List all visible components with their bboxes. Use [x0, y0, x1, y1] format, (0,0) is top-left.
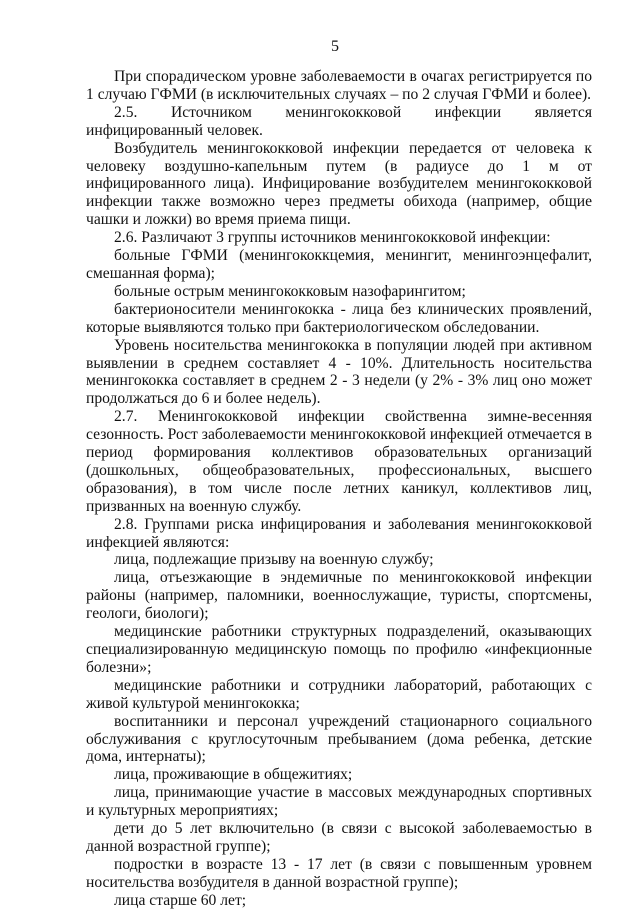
- list-item-medical-workers: медицинские работники структурных подразделений, оказывающих специализированную медицинскую помощь по профилю «инфекционные болезни»;: [86, 623, 592, 676]
- paragraph-carriage-level: Уровень носительства менингококка в популяции людей при активном выявлении в среднем составляет 4 - 10%. Длительность носительства менингококка составляет в среднем 2 - 3 недели (у 2% - 3% лиц оно может продолжаться до 6 и более недель).: [86, 336, 592, 408]
- paragraph-2-8-risk-groups: 2.8. Группами риска инфицирования и заболевания менингококковой инфекцией являются:: [86, 515, 592, 551]
- paragraph-sporadic-level: При спорадическом уровне заболеваемости в очагах регистрируется по 1 случаю ГФМИ (в исключительных случаях – по 2 случая ГФМИ и более).: [86, 68, 592, 103]
- list-item-children-under-5: дети до 5 лет включительно (в связи с высокой заболеваемостью в данной возрастной группе);: [86, 820, 592, 855]
- paragraph-transmission: Возбудитель менингококковой инфекции передается от человека к человеку воздушно-капельным путем (в радиусе до 1 м от инфицированного лица). Инфицирование возбудителем менингококковой инфекции также возможно через предметы обихода (например, общие чашки и ложки) во время приема пищи.: [86, 139, 592, 229]
- list-item-nasopharyngitis: больные острым менингококковым назофарингитом;: [114, 282, 466, 300]
- list-item-lab-workers: медицинские работники и сотрудники лабораторий, работающих с живой культурой менингококка;: [86, 676, 592, 712]
- list-item-conscripts: лица, подлежащие призыву на военную службу;: [114, 551, 434, 569]
- paragraph-2-5-source: 2.5. Источником менингококковой инфекции является инфицированный человек.: [86, 103, 592, 139]
- list-item-gfmi-patients: больные ГФМИ (менингококкцемия, менингит, менингоэнцефалит, смешанная форма);: [86, 247, 592, 282]
- list-item-carriers: бактерионосители менингококка - лица без клинических проявлений, которые выявляются только при бактериологическом обследовании.: [86, 300, 592, 336]
- page-number: 5: [331, 38, 339, 55]
- paragraph-2-6-groups: 2.6. Различают 3 группы источников менингококковой инфекции:: [114, 229, 551, 247]
- list-item-institution-residents: воспитанники и персонал учреждений стационарного социального обслуживания с круглосуточным пребыванием (дома ребенка, детские дома, интернаты);: [86, 712, 592, 766]
- list-item-teenagers: подростки в возрасте 13 - 17 лет (в связи с повышенным уровнем носительства возбудителя в данной возрастной группе);: [86, 855, 592, 891]
- list-item-dormitory-residents: лица, проживающие в общежитиях;: [114, 766, 353, 784]
- paragraph-2-7-seasonality: 2.7. Менингококковой инфекции свойственна зимне-весенняя сезонность. Рост заболеваемости менингококковой инфекцией отмечается в период формирования коллективов образовательных организаций (дошкольных, общеобразовательных, профессиональных, высшего образования), в том числе после летних каникул, коллективов лиц, призванных на военную службу.: [86, 408, 592, 515]
- list-item-over-60: лица старше 60 лет;: [114, 891, 247, 909]
- document-body: [86, 68, 592, 910]
- list-item-mass-events: лица, принимающие участие в массовых международных спортивных и культурных мероприятиях;: [86, 784, 592, 820]
- list-item-travelers: лица, отъезжающие в эндемичные по менингококковой инфекции районы (например, паломники, военнослужащие, туристы, спортсмены, геологи, биологи);: [86, 569, 592, 623]
